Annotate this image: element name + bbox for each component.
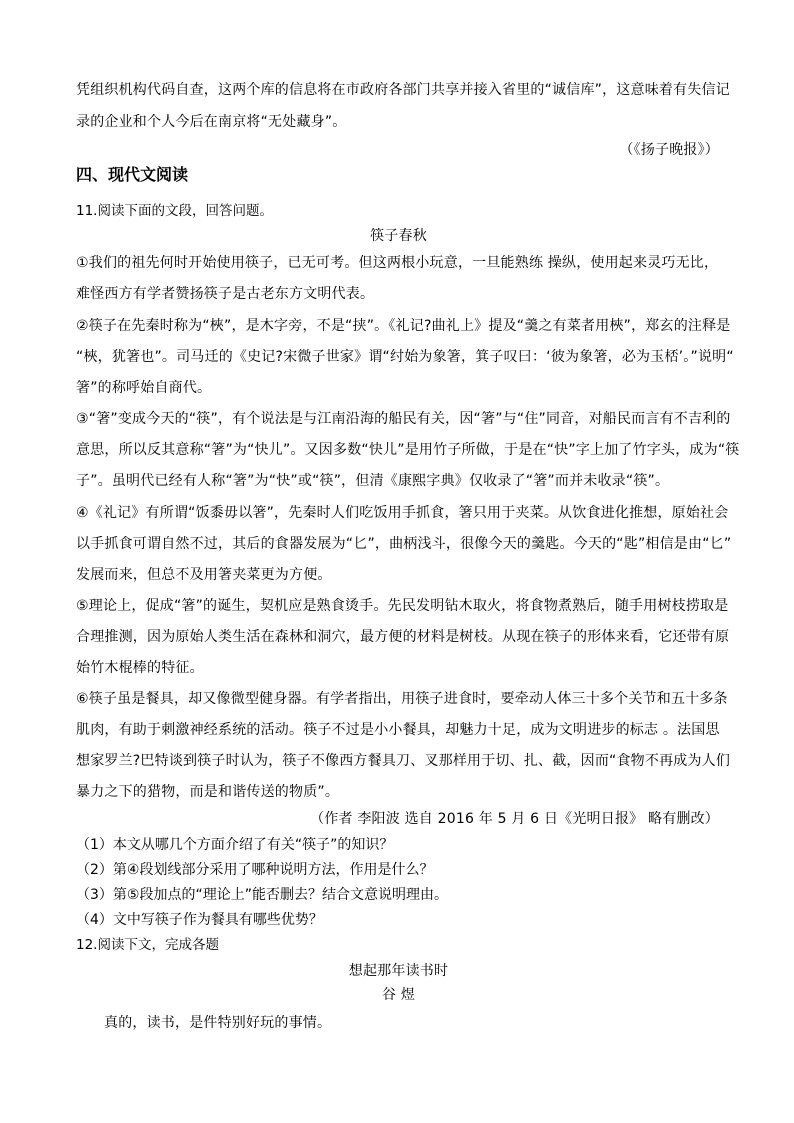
q11-question-3: （3）第⑤段加点的“理论上”能否删去？结合文意说明理由。 <box>76 887 448 903</box>
q11-attribution: （作者 李阳波 选自 2016 年 5 月 6 日《光明日报》 略有删改） <box>310 811 719 827</box>
q12-article-title: 想起那年读书时 <box>348 963 449 979</box>
q11-question-2: （2）第④段划线部分采用了哪种说明方法，作用是什么？ <box>76 862 434 878</box>
q11-p6-line-4: 暴力之下的猎物，而是和谐传送的物质”。 <box>76 784 340 800</box>
q12-author: 谷 煜 <box>381 987 416 1003</box>
q11-p2-line-3: 箸”的称呼始自商代。 <box>76 380 212 396</box>
q11-p3-line-2: 意思，所以反其意称“箸”为“快儿”。又因多数“快儿”是用竹子所做，于是在“快”字上加了竹字头，成为“筷 <box>76 442 740 458</box>
q12-prompt: 12.阅读下文，完成各题 <box>76 937 219 953</box>
q11-p2-line-2: “梜，犹箸也”。司马迁的《史记?宋微子世家》谓“纣始为象箸，箕子叹曰：‘彼为象箸，必为玉桮’。”说明“ <box>76 349 734 365</box>
intro-line-2: 录的企业和个人今后在南京将“无处藏身”。 <box>76 114 347 130</box>
q11-article-title: 筷子春秋 <box>370 228 427 244</box>
intro-line-1: 凭组织机构代码自查，这两个库的信息将在市政府各部门共享并接入省里的“诚信库”，这意味着有失信记 <box>76 82 730 98</box>
q11-p4-line-1: ④《礼记》有所谓“饭黍毋以箸”，先秦时人们吃饭用手抓食，箸只用于夹菜。从饮食进化推想，原始社会 <box>76 505 729 521</box>
q11-question-4: （4）文中写筷子作为餐具有哪些优势？ <box>76 912 323 928</box>
q12-first-line: 真的，读书，是件特别好玩的事情。 <box>104 1015 332 1031</box>
q11-p2-line-1: ②筷子在先秦时称为“梜”，是木字旁，不是“挟”。《礼记?曲礼上》提及“羹之有菜者用梜”，郑玄的注释是 <box>76 318 731 334</box>
q11-prompt: 11.阅读下面的文段，回答问题。 <box>76 203 273 219</box>
q11-p6-line-1: ⑥筷子虽是餐具，却又像微型健身器。有学者指出，用筷子进食时，要牵动人体三十多个关节和五十多条 <box>76 691 728 707</box>
q11-p1-line-1: ①我们的祖先何时开始使用筷子，已无可考。但这两根小玩意，一旦能熟练 操纵，使用起来灵巧无比， <box>76 255 719 271</box>
q11-question-1: （1）本文从哪几个方面介绍了有关“筷子”的知识？ <box>76 837 394 853</box>
intro-source: （《扬子晚报》） <box>619 142 719 158</box>
section-title: 四、现代文阅读 <box>76 165 189 184</box>
q11-p4-line-3: 发展而来，但总不及用箸夹菜更为方便。 <box>76 567 332 583</box>
q11-p5-line-1: ⑤理论上，促成“箸”的诞生，契机应是熟食烫手。先民发明钻木取火，将食物煮熟后，随手用树枝捞取是 <box>76 598 729 614</box>
q11-p6-line-2: 肌肉，有助于刺激神经系统的活动。筷子不过是小小餐具，却魅力十足，成为文明进步的标志 。法国思 <box>76 722 720 738</box>
q11-p3-line-3: 子”。虽明代已经有人称“箸”为“快”或“筷”，但清《康熙字典》仅收录了“箸”而并未收录“筷”。 <box>76 473 670 489</box>
q11-p6-line-3: 想家罗兰?巴特谈到筷子时认为，筷子不像西方餐具刀、叉那样用于切、扎、截，因而“食物不再成为人们 <box>76 753 731 769</box>
q11-p5-line-3: 始竹木棍棒的特征。 <box>76 660 204 676</box>
q11-p1-line-2: 难怪西方有学者赞扬筷子是古老东方文明代表。 <box>76 286 375 302</box>
q11-p5-line-2: 合理推测，因为原始人类生活在森林和洞穴，最方便的材料是树枝。从现在筷子的形体来看，它还带有原 <box>76 629 730 645</box>
q11-p3-line-1: ③“箸”变成今天的“筷”，有个说法是与江南沿海的船民有关，因“箸”与“住”同音，对船民而言有不吉利的 <box>76 411 731 427</box>
q11-p4-line-2: 以手抓食可谓自然不过，其后的食器发展为“匕”，曲柄浅斗，很像今天的羹匙。今天的“匙”相信是由“匕” <box>76 536 732 552</box>
